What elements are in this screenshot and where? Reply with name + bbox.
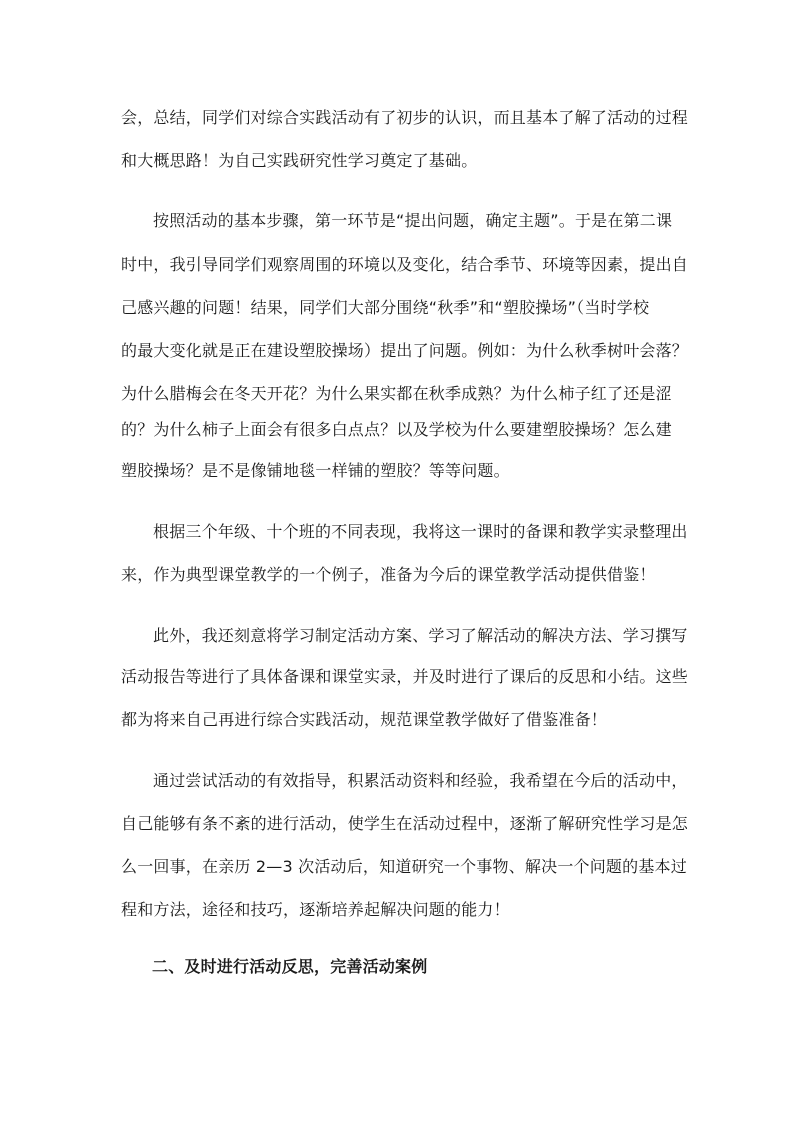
text-line: 的？为什么柿子上面会有很多白点点？以及学校为什么要建塑胶操场？怎么建: [121, 420, 672, 439]
text-line: 和大概思路！为自己实践研究性学习奠定了基础。: [121, 151, 478, 170]
text-line: 的最大变化就是正在建设塑胶操场）提出了问题。例如：为什么秋季树叶会落？: [121, 341, 689, 360]
text-line: 么一回事，在亲历 2—3 次活动后，知道研究一个事物、解决一个问题的基本过: [121, 857, 687, 876]
text-line: 来，作为典型课堂教学的一个例子，准备为今后的课堂教学活动提供借鉴！: [121, 565, 656, 584]
text-line: 都为将来自己再进行综合实践活动，规范课堂教学做好了借鉴准备！: [121, 710, 608, 729]
section-heading: 二、及时进行活动反思，完善活动案例: [152, 957, 428, 976]
text-line: 时中，我引导同学们观察周围的环境以及变化，结合季节、环境等因素，提出自: [121, 255, 689, 274]
text-line: 活动报告等进行了具体备课和课堂实录，并及时进行了课后的反思和小结。这些: [121, 667, 689, 686]
text-line: 按照活动的基本步骤，第一环节是“提出问题，确定主题”。于是在第二课: [153, 211, 673, 230]
text-line: 会，总结，同学们对综合实践活动有了初步的认识，而且基本了解了活动的过程: [121, 108, 689, 127]
text-line: 为什么腊梅会在冬天开花？为什么果实都在秋季成熟？为什么柿子红了还是涩: [121, 384, 672, 403]
text-line: 此外，我还刻意将学习制定活动方案、学习了解活动的解决方法、学习撰写: [153, 626, 688, 645]
text-line: 塑胶操场？是不是像铺地毯一样铺的塑胶？等等问题。: [121, 461, 510, 480]
text-line: 根据三个年级、十个班的不同表现，我将这一课时的备课和教学实录整理出: [153, 522, 688, 541]
text-line: 程和方法，途径和技巧，逐渐培养起解决问题的能力！: [121, 900, 510, 919]
text-line: 己感兴趣的问题！结果，同学们大部分围绕“秋季”和“塑胶操场”（当时学校: [121, 298, 650, 317]
text-line: 通过尝试活动的有效指导，积累活动资料和经验，我希望在今后的活动中，: [153, 771, 688, 790]
text-line: 自己能够有条不紊的进行活动，使学生在活动过程中，逐渐了解研究性学习是怎: [121, 814, 689, 833]
